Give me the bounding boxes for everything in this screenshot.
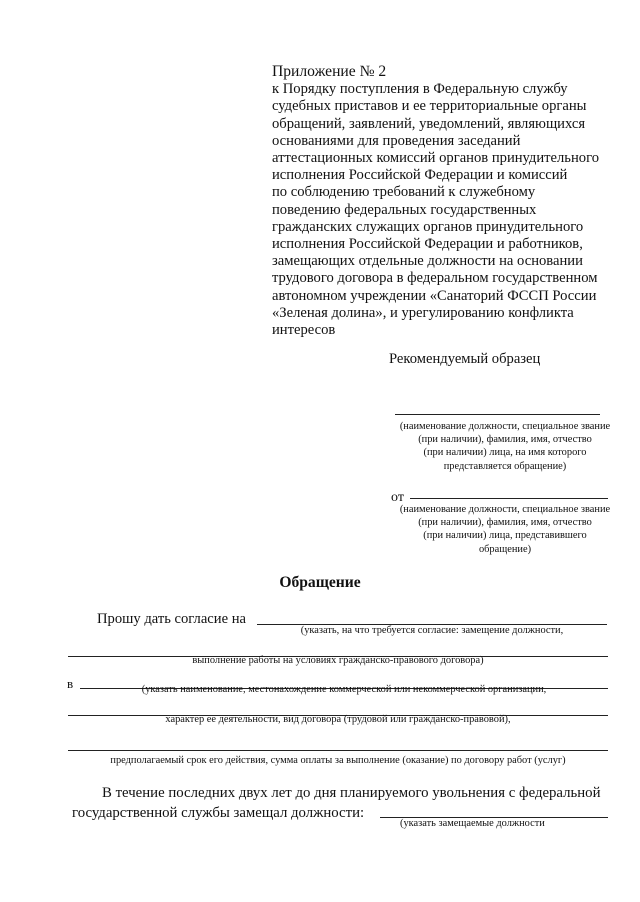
sender-caption-line: (при наличии) лица, представившего xyxy=(423,530,587,542)
contract-caption: предполагаемый срок его действия, сумма оплаты за выполнение (оказание) по договору работ (услуг) xyxy=(110,755,566,766)
recommended-sample-label: Рекомендуемый образец xyxy=(389,351,541,367)
appendix-line: «Зеленая долина», и урегулированию конфликта xyxy=(272,304,574,321)
appendix-line: поведению федеральных государственных xyxy=(272,201,537,218)
appendix-line: автономном учреждении «Санаторий ФССП России xyxy=(272,287,597,304)
appendix-line: исполнения Российской Федерации и комиссий xyxy=(272,167,568,184)
appendix-line: замещающих отдельные должности на основании xyxy=(272,253,583,270)
appendix-line: обращений, заявлений, уведомлений, являющихся xyxy=(272,115,586,132)
contract-field[interactable] xyxy=(68,750,608,751)
appendix-line: интересов xyxy=(272,322,336,339)
appendix-line: судебных приставов и ее территориальные органы xyxy=(272,98,587,115)
paragraph-line-2: государственной службы замещал должности: xyxy=(72,805,365,821)
organization-label: в xyxy=(67,676,74,691)
document-title: Обращение xyxy=(279,574,361,591)
request-caption-1: (указать, на что требуется согласие: замещение должности, xyxy=(300,625,564,636)
addressee-caption xyxy=(380,420,630,473)
request-caption-2: выполнение работы на условиях гражданско-правового договора) xyxy=(192,655,484,666)
addressee-field[interactable] xyxy=(395,414,600,415)
paragraph-line-1: В течение последних двух лет до дня планируемого увольнения с федеральной xyxy=(102,785,601,801)
sender-label: от xyxy=(391,490,404,505)
organization-caption-2: характер ее деятельности, вид договора (трудовой или гражданско-правовой), xyxy=(165,714,511,725)
addressee-caption-line: (при наличии) лица, на имя которого xyxy=(423,447,587,459)
appendix-line: гражданских служащих органов принудительного xyxy=(272,218,584,235)
positions-caption: (указать замещаемые должности xyxy=(400,818,545,829)
sender-field[interactable] xyxy=(410,498,608,499)
addressee-caption-line: (наименование должности, специальное звание xyxy=(399,421,611,432)
appendix-header xyxy=(272,63,622,339)
appendix-title: Приложение № 2 xyxy=(272,63,387,80)
appendix-line: по соблюдению требований к служебному xyxy=(272,184,536,201)
sender-caption-line: (наименование должности, специальное звание xyxy=(399,504,611,515)
appendix-line: трудового договора в федеральном государственном xyxy=(272,270,598,287)
request-text: Прошу дать согласие на xyxy=(97,611,247,627)
sender-caption-line: (при наличии), фамилия, имя, отчество xyxy=(418,517,592,529)
organization-caption: (указать наименование, местонахождение коммерческой или некоммерческой организации, xyxy=(141,684,547,695)
appendix-line: исполнения Российской Федерации и работников, xyxy=(272,236,583,253)
sender-caption-line: обращение) xyxy=(478,543,532,555)
appendix-line: основаниями для проведения заседаний xyxy=(272,132,521,149)
appendix-line: к Порядку поступления в Федеральную службу xyxy=(272,81,568,98)
appendix-line: аттестационных комиссий органов принудительного xyxy=(272,150,599,167)
sender-caption xyxy=(380,503,630,556)
addressee-caption-line: представляется обращение) xyxy=(443,460,567,472)
addressee-caption-line: (при наличии), фамилия, имя, отчество xyxy=(418,434,592,446)
